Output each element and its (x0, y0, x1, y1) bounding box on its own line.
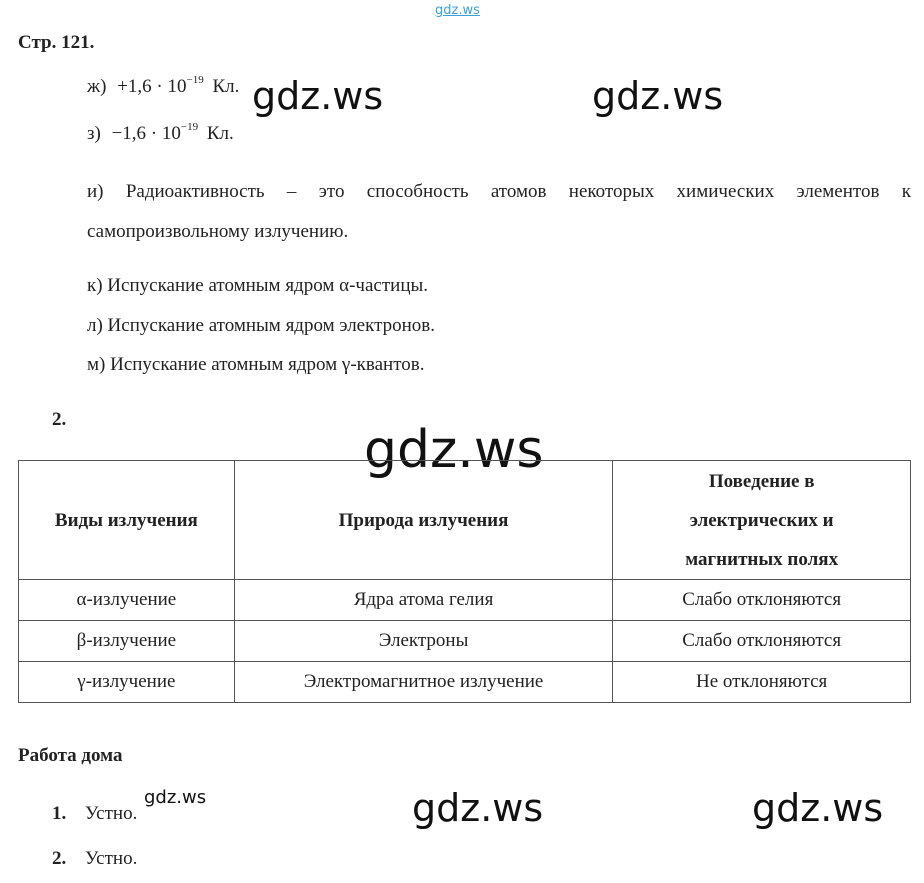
header-line: магнитных полях (685, 548, 839, 570)
answer-z-value: −1,6 · 10 (111, 123, 181, 144)
table-cell: Слабо отклоняются (613, 580, 911, 621)
answer-zh-exponent: −19 (186, 74, 204, 86)
homework-item-text: Устно. (85, 848, 138, 869)
homework-item (52, 848, 137, 870)
homework-item-number: 2. (52, 848, 67, 869)
answer-z-unit: Кл. (206, 123, 234, 144)
answer-m: м) Испускание атомным ядром γ-квантов. (87, 354, 425, 375)
table-cell: Не отклоняются (613, 662, 911, 703)
answer-l: л) Испускание атомным ядром электронов. (87, 315, 436, 336)
table-cell: Ядра атома гелия (234, 580, 613, 621)
table-cell: Электромагнитное излучение (234, 662, 613, 703)
table-cell: γ-излучение (19, 662, 235, 703)
answer-i-line1: и) Радиоактивность – это способность атомов некоторых химических элементов к (87, 181, 911, 202)
answer-z (87, 121, 234, 145)
table-cell: α-излучение (19, 580, 235, 621)
answer-zh-value: +1,6 · 10 (117, 76, 187, 97)
answer-zh (87, 74, 239, 98)
answer-z-exponent: −19 (180, 121, 199, 133)
header-cell (613, 461, 911, 580)
homework-title: Работа дома (18, 745, 123, 766)
watermark-link-top[interactable]: gdz.ws (435, 3, 480, 18)
watermark-text: gdz.ws (412, 786, 544, 830)
answer-z-prefix: з) (87, 123, 101, 144)
header-line: электрических и (689, 509, 834, 531)
homework-item-text: Устно. (85, 803, 138, 824)
answer-zh-unit: Кл. (212, 76, 240, 97)
homework-item (52, 803, 137, 825)
watermark-text-large: gdz.ws (364, 420, 544, 480)
answer-i-line2: самопроизвольному излучению. (87, 221, 349, 242)
table-row (19, 662, 911, 703)
homework-item-number: 1. (52, 803, 67, 824)
radiation-table (18, 460, 911, 703)
table-cell: β-излучение (19, 621, 235, 662)
answer-zh-prefix: ж) (87, 76, 107, 97)
watermark-text-small: gdz.ws (144, 787, 207, 808)
page-heading: Стр. 121. (18, 32, 95, 53)
table-row (19, 621, 911, 662)
table-cell: Слабо отклоняются (613, 621, 911, 662)
task-2-label: 2. (52, 409, 67, 430)
table-header-row (19, 461, 911, 580)
header-cell: Природа излучения (234, 461, 613, 580)
watermark-text: gdz.ws (752, 786, 884, 830)
header-cell: Виды излучения (19, 461, 235, 580)
watermark-text: gdz.ws (592, 74, 724, 118)
header-line: Поведение в (708, 470, 815, 492)
watermark-text: gdz.ws (252, 74, 384, 118)
answer-k: к) Испускание атомным ядром α-частицы. (87, 275, 428, 296)
table-row (19, 580, 911, 621)
table-cell: Электроны (234, 621, 613, 662)
